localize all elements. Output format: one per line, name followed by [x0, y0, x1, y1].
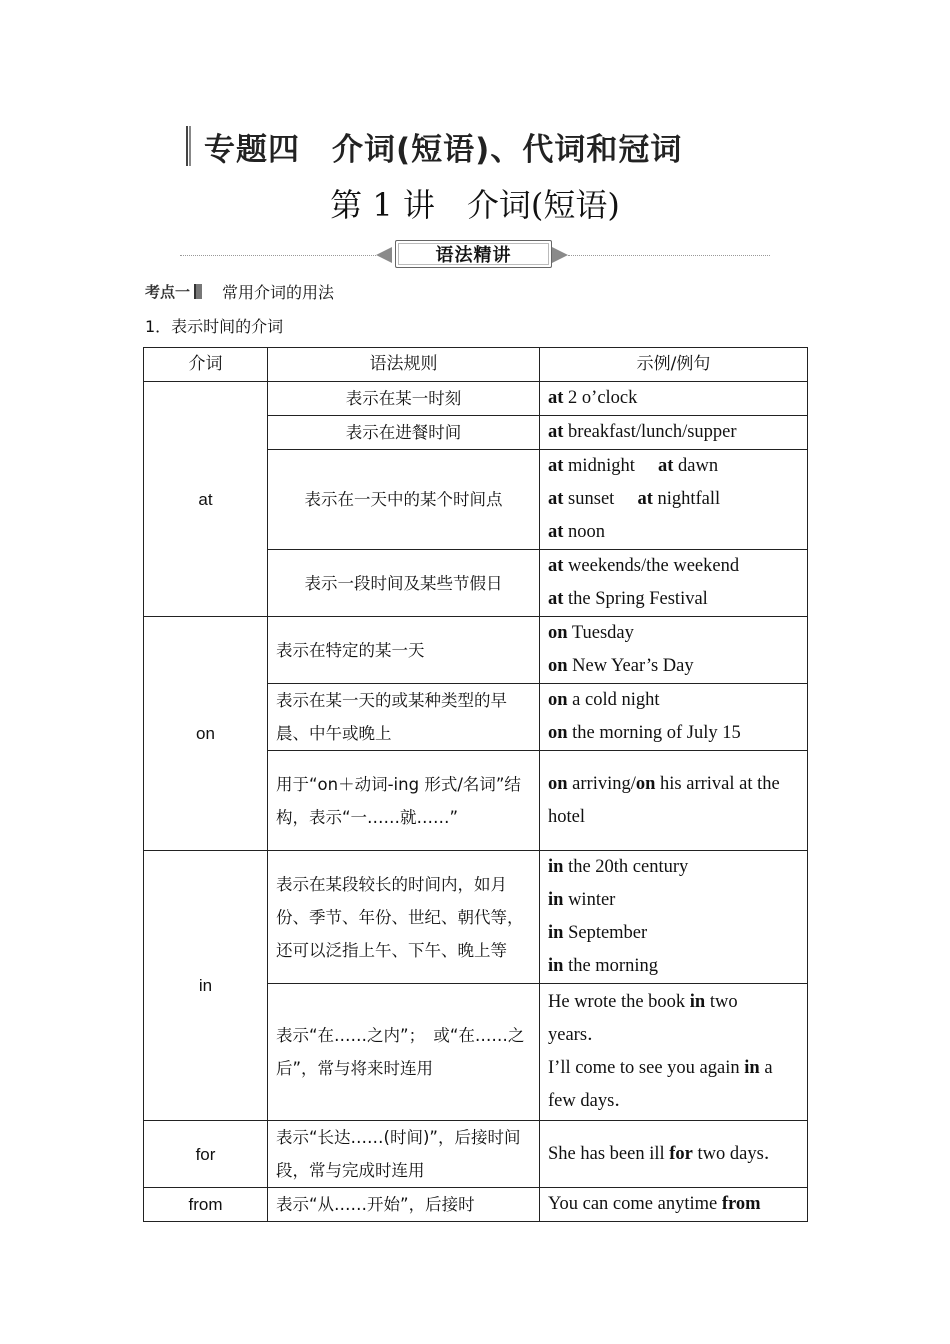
- example-keyword: at: [548, 556, 564, 576]
- example-line: [548, 550, 799, 583]
- example-cell: [540, 450, 808, 550]
- example-line: [548, 986, 799, 1052]
- example-text: the morning of July 15: [567, 723, 741, 743]
- topic-title-text: 专题四 介词(短语)、代词和冠词: [204, 131, 683, 168]
- rule-cell: 用于“on＋动词-ing 形式/名词”结构，表示“一……就……”: [268, 751, 540, 851]
- example-text: September: [563, 923, 648, 943]
- example-text: weekends/the weekend: [563, 556, 740, 576]
- example-text: the morning: [563, 956, 658, 976]
- example-text: midnight: [563, 456, 658, 476]
- example-cell: [540, 1188, 808, 1222]
- section-heading: 1．表示时间的介词: [145, 317, 284, 336]
- rule-cell: 表示在某一天的或某种类型的早晨、中午或晚上: [268, 684, 540, 751]
- example-keyword: at: [548, 422, 564, 442]
- table-row: [144, 382, 808, 416]
- rule-cell: 表示一段时间及某些节假日: [268, 550, 540, 617]
- preposition-cell: for: [144, 1121, 268, 1188]
- table-header-row: [144, 348, 808, 382]
- example-line: [548, 450, 799, 483]
- rule-cell: 表示在进餐时间: [268, 416, 540, 450]
- example-text: You can come anytime: [548, 1194, 722, 1214]
- example-text: breakfast/lunch/supper: [563, 422, 737, 442]
- example-keyword: in: [548, 923, 564, 943]
- topic-title: [186, 124, 682, 168]
- example-keyword: at: [548, 522, 564, 542]
- example-text: a cold night: [567, 690, 660, 710]
- example-text: the 20th century: [563, 857, 689, 877]
- example-cell: [540, 851, 808, 984]
- example-line: [548, 950, 799, 983]
- banner-right-rule: [568, 255, 770, 256]
- example-keyword: in: [548, 956, 564, 976]
- example-keyword: in: [548, 857, 564, 877]
- rule-cell: 表示在某一时刻: [268, 382, 540, 416]
- example-line: [548, 617, 799, 650]
- example-cell: [540, 617, 808, 684]
- example-cell: [540, 1121, 808, 1188]
- example-line: [548, 917, 799, 950]
- example-keyword: in: [689, 992, 706, 1012]
- example-keyword: from: [721, 1194, 761, 1214]
- example-text: He wrote the book: [548, 992, 690, 1012]
- example-line: [548, 768, 799, 834]
- example-cell: [540, 984, 808, 1121]
- example-keyword: at: [548, 388, 564, 408]
- exam-point-heading: [145, 280, 334, 303]
- example-text: his arrival at the hotel: [548, 773, 785, 827]
- header-rule: 语法规则: [268, 348, 540, 382]
- example-text: nightfall: [652, 489, 721, 509]
- example-line: [548, 583, 799, 616]
- example-keyword: at: [548, 456, 564, 476]
- banner-left-arrow-icon: [376, 247, 392, 263]
- example-keyword: at: [548, 589, 564, 609]
- example-line: [548, 1138, 799, 1171]
- banner-left-rule: [180, 255, 376, 256]
- rule-cell: 表示在一天中的某个时间点: [268, 450, 540, 550]
- table-body: [144, 382, 808, 1222]
- example-keyword: on: [548, 773, 568, 794]
- table-row: [144, 617, 808, 684]
- example-line: [548, 884, 799, 917]
- example-text: New Year’s Day: [567, 656, 694, 676]
- example-line: [548, 1188, 799, 1221]
- example-text: the Spring Festival: [563, 589, 708, 609]
- preposition-cell: at: [144, 382, 268, 617]
- example-keyword: on: [548, 656, 568, 676]
- example-text: noon: [563, 522, 606, 542]
- example-line: [548, 1052, 799, 1118]
- example-keyword: in: [548, 890, 564, 910]
- example-text: Tuesday: [567, 623, 634, 643]
- example-keyword: in: [744, 1058, 760, 1078]
- example-line: [548, 717, 799, 750]
- example-cell: [540, 382, 808, 416]
- example-line: [548, 483, 799, 516]
- example-keyword: for: [669, 1143, 693, 1164]
- example-line: [548, 684, 799, 717]
- banner-right-arrow-icon: [552, 247, 568, 263]
- example-text: arriving/: [567, 773, 636, 794]
- table-row: [144, 851, 808, 984]
- exam-point-text: 常用介词的用法: [222, 283, 335, 302]
- rule-cell: 表示在特定的某一天: [268, 617, 540, 684]
- example-cell: [540, 416, 808, 450]
- example-line: [548, 650, 799, 683]
- exam-point-marker-icon: [194, 284, 202, 299]
- preposition-cell: in: [144, 851, 268, 1121]
- example-text: I’ll come to see you again: [548, 1058, 745, 1078]
- example-line: [548, 851, 799, 884]
- example-text: winter: [563, 890, 616, 910]
- section-banner: [180, 238, 770, 272]
- rule-cell: 表示在某段较长的时间内，如月份、季节、年份、世纪、朝代等，还可以泛指上午、下午、晚上等: [268, 851, 540, 984]
- rule-cell: 表示“长达……(时间)”，后接时间段，常与完成时连用: [268, 1121, 540, 1188]
- header-examples: 示例/例句: [540, 348, 808, 382]
- example-cell: [540, 684, 808, 751]
- example-keyword: at: [548, 489, 564, 509]
- example-keyword: on: [548, 723, 568, 743]
- example-text: 2 o’clock: [563, 388, 638, 408]
- header-preposition: 介词: [144, 348, 268, 382]
- lecture-title: 第 1 讲 介词(短语): [330, 186, 620, 224]
- exam-point-tag: 考点一: [145, 283, 191, 301]
- example-text: She has been ill: [548, 1143, 670, 1164]
- preposition-cell: from: [144, 1188, 268, 1222]
- example-line: [548, 516, 799, 549]
- example-text: a few days．: [548, 1058, 778, 1111]
- example-text: two days．: [692, 1143, 783, 1164]
- table-row: [144, 1188, 808, 1222]
- example-keyword: on: [635, 773, 656, 794]
- preposition-cell: on: [144, 617, 268, 851]
- rule-cell: 表示“在……之内”； 或“在……之后”，常与将来时连用: [268, 984, 540, 1121]
- banner-label: 语法精讲: [395, 240, 552, 268]
- rule-cell: 表示“从……开始”，后接时: [268, 1188, 540, 1222]
- title-bar-decoration: [186, 126, 191, 166]
- example-keyword: at: [637, 489, 653, 509]
- example-line: [548, 416, 799, 449]
- example-keyword: on: [548, 690, 568, 710]
- example-cell: [540, 550, 808, 617]
- example-text: two years．: [548, 992, 743, 1045]
- table-row: [144, 1121, 808, 1188]
- example-text: dawn: [673, 456, 719, 476]
- example-line: [548, 382, 799, 415]
- example-keyword: at: [657, 456, 674, 476]
- example-keyword: on: [548, 623, 568, 643]
- example-cell: [540, 751, 808, 851]
- preposition-table: [143, 347, 808, 1222]
- example-text: sunset: [563, 489, 638, 509]
